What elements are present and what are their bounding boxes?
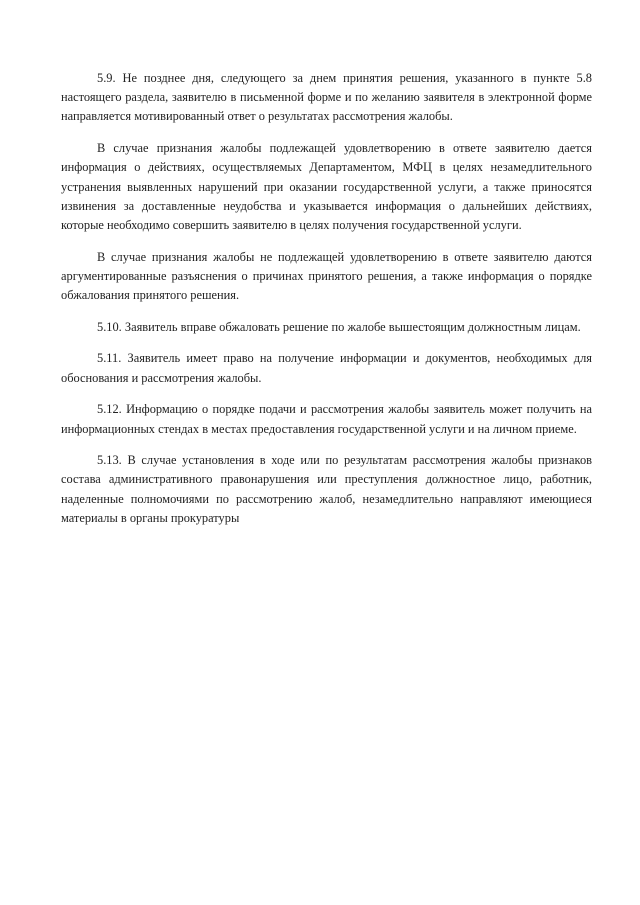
paragraph-5-9: 5.9. Не позднее дня, следующего за днем принятия решения, указанного в пункте 5.8 настоящего раздела, заявителю в письменной форме и по желанию заявителя в электронной форме направляется мотивированный ответ о результатах рассмотрения жалобы. [61, 71, 592, 124]
paragraph-complaint-satisfied: В случае признания жалобы подлежащей удовлетворению в ответе заявителю дается информация о действиях, осуществляемых Департаментом, МФЦ в целях незамедлительного устранения выявленных нарушений при оказании государственной услуги, а также приносятся извинения за доставленные неудобства и указывается информация о дальнейших действиях, которые необходимо совершить заявителю в целях получения государственной услуги. [61, 141, 592, 232]
paragraph-complaint-rejected: В случае признания жалобы не подлежащей удовлетворению в ответе заявителю даются аргументированные разъяснения о причинах принятого решения, а также информация о порядке обжалования принятого решения. [61, 249, 592, 303]
document-body [61, 69, 592, 541]
paragraph-5-13: 5.13. В случае установления в ходе или по результатам рассмотрения жалобы признаков состава административного правонарушения или преступления должностное лицо, работник, наделенные полномочиями по рассмотрению жалоб, незамедлительно направляют имеющиеся материалы в органы прокуратуры [61, 453, 592, 525]
paragraph-5-12: 5.12. Информацию о порядке подачи и рассмотрения жалобы заявитель может получить на информационных стендах в местах предоставления государственной услуги и на личном приеме. [61, 402, 592, 436]
paragraph-5-10: 5.10. Заявитель вправе обжаловать решение по жалобе вышестоящим должностным лицам. [97, 319, 581, 334]
paragraph-5-11: 5.11. Заявитель имеет право на получение информации и документов, необходимых для обоснования и рассмотрения жалобы. [61, 351, 592, 385]
